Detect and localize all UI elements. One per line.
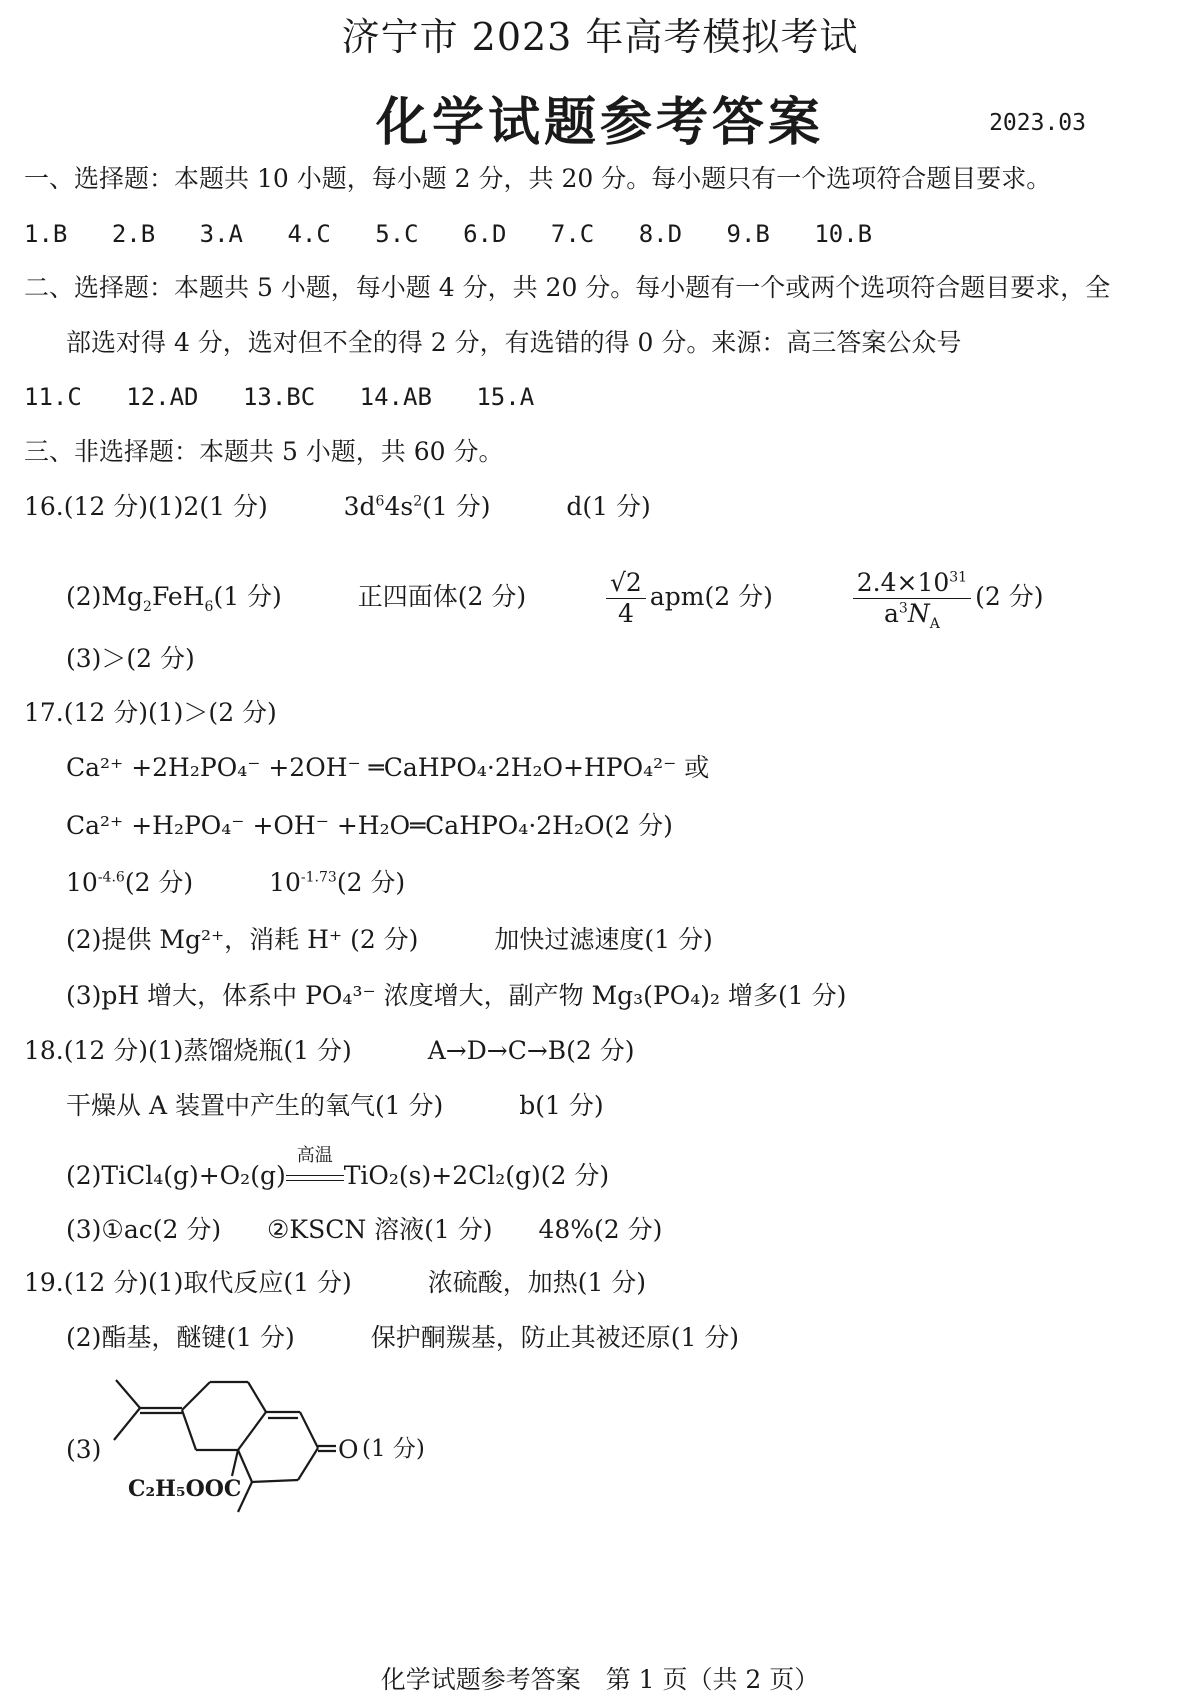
answer-item: 15.A [476,383,535,411]
q17-line-6: (3)pH 增大，体系中 PO₄³⁻ 浓度增大，副产物 Mg₃(PO₄)₂ 增多(1 分) [66,981,847,1010]
q18-part1-d: b(1 分) [519,1091,604,1120]
carbonyl-oxygen-label: O [338,1435,359,1464]
section-2-answers [24,381,534,413]
q18-line-2 [66,1090,604,1122]
q17-part2-a: (2)提供 Mg²⁺，消耗 H⁺ (2 分) [66,925,419,954]
section-2-heading-cont: 部选对得 4 分，选对但不全的得 2 分，有选错的得 0 分。来源：高三答案公众号 [66,328,962,357]
section-1-answers [24,218,872,250]
q16-part2-c: $\frac{√2}{4}$ apm(2 分) [602,582,773,611]
q17-part2-b: 加快过滤速度(1 分) [494,925,713,954]
q19-part2-b: 保护酮羰基，防止其被还原(1 分) [370,1323,740,1352]
q16-part2-b: 正四面体(2 分) [357,582,527,611]
q19-part3-score: (1 分) [362,1436,425,1462]
answer-item: 11.C [24,383,82,411]
q18-part3-b: ②KSCN 溶液(1 分) [267,1215,493,1244]
q17-line-2: Ca²⁺ +2H₂PO₄⁻ +2OH⁻ ═CaHPO₄·2H₂O+HPO₄²⁻ 或 [66,753,710,782]
q19-part1-b: 浓硫酸，加热(1 分) [427,1268,647,1297]
section-1-heading: 一、选择题：本题共 10 小题，每小题 2 分，共 20 分。每小题只有一个选项符合题目要求。 [24,164,1052,193]
answer-item: 10.B [814,220,873,248]
date-label: 2023.03 [989,110,1086,136]
q17-line-5 [66,924,713,956]
q18-line-1 [24,1035,635,1067]
answer-item: 8.D [638,220,683,248]
q17-line-4 [66,867,405,899]
answer-item: 14.AB [359,383,432,411]
q18-part1-c: 干燥从 A 装置中产生的氧气(1 分) [66,1091,444,1120]
section-3-heading: 三、非选择题：本题共 5 小题，共 60 分。 [24,437,504,466]
q16-line-3: (3)＞(2 分) [66,644,195,673]
q16-part2-d: $\frac{2.4\times 10^{31}}{a^3N_A}$ (2 分) [849,582,1044,611]
q17-part1-b: $10^{-1.73}(2$ 分) [269,868,406,897]
q16-line-1 [24,491,651,523]
page-footer: 化学试题参考答案 第 1 页（共 2 页） [380,1665,820,1694]
answer-item: 2.B [111,220,156,248]
page-subtitle: 化学试题参考答案 [375,92,824,153]
q16-line-2 [66,568,1044,632]
fraction: $\frac{√2}{4}$ [606,568,646,629]
fraction: $\frac{2.4\times 10^{31}}{a^3N_A}$ [853,568,971,629]
answer-item: 7.C [550,220,595,248]
q19-part1-a: 19.(12 分)(1)取代反应(1 分) [24,1268,352,1297]
answer-item: 12.AD [126,383,199,411]
reaction-arrow: 高温 [286,1160,344,1192]
q16-part1-b: $3d^64s^2(1$ 分) [343,492,491,521]
q17-line-1: 17.(12 分)(1)＞(2 分) [24,698,277,727]
q18-part3-c: 48%(2 分) [538,1215,663,1244]
q16-part1-c: d(1 分) [566,492,651,521]
q18-part1-b: A→D→C→B(2 分) [427,1036,635,1065]
q19-part3-label: (3) [66,1435,102,1464]
q19-line-1 [24,1267,646,1299]
answer-item: 6.D [463,220,507,248]
q16-part2-a: $(2)Mg_2FeH_6(1$ 分) [66,582,282,615]
answer-item: 13.BC [242,383,316,411]
answer-item: 9.B [726,220,770,248]
answer-item: 4.C [287,220,331,248]
q19-structure-diagram [0,1370,520,1530]
q17-line-3: Ca²⁺ +H₂PO₄⁻ +OH⁻ +H₂O═CaHPO₄·2H₂O(2 分) [66,811,673,840]
q18-line-4 [66,1214,662,1246]
q18-line-3: (2)TiCl₄(g)+O₂(g) 高温 TiO₂(s)+2Cl₂(g)(2 分) [66,1145,610,1190]
q18-part3-a: (3)①ac(2 分) [66,1215,222,1244]
answer-item: 1.B [24,220,68,248]
q18-part1-a: 18.(12 分)(1)蒸馏烧瓶(1 分) [24,1036,352,1065]
q16-part1-a: 16.(12 分)(1)2(1 分) [24,492,268,521]
page-title: 济宁市 2023 年高考模拟考试 [341,15,859,59]
q19-line-2 [66,1322,739,1354]
ester-group-label: C₂H₅OOC [128,1476,242,1502]
answer-item: 5.C [375,220,419,248]
q19-part2-a: (2)酯基，醚键(1 分) [66,1323,295,1352]
answer-item: 3.A [199,220,243,248]
section-2-heading: 二、选择题：本题共 5 小题，每小题 4 分，共 20 分。每小题有一个或两个选项符合题目要求，全 [24,273,1111,302]
q17-part1-a: $10^{-4.6}(2$ 分) [66,868,194,897]
